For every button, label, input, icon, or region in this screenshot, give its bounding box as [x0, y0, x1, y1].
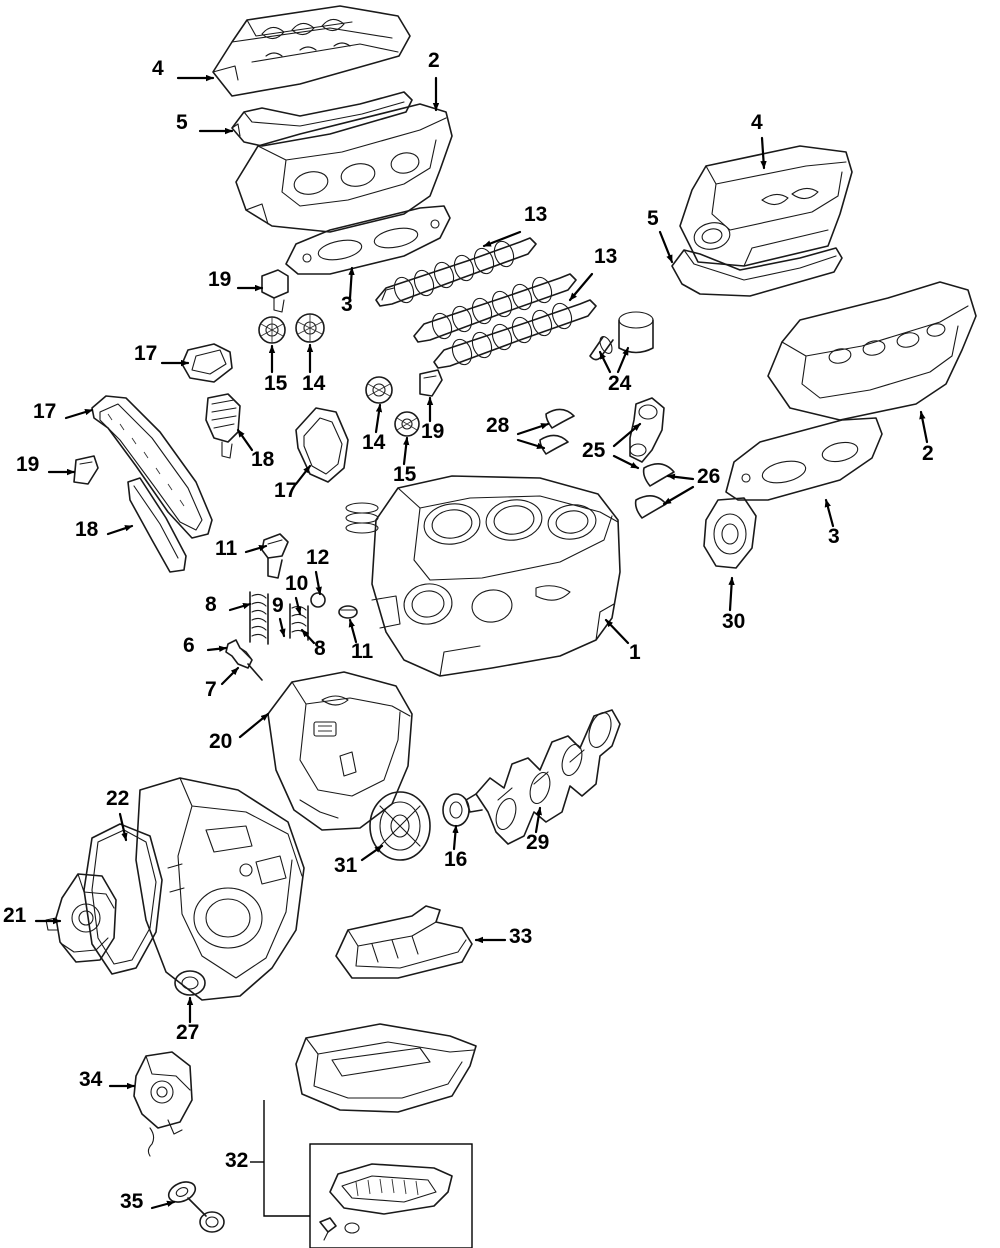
callout-6: 6 [183, 634, 195, 657]
part-33-oil-baffle-plate [336, 906, 472, 978]
part-32-group-box [250, 1100, 472, 1248]
callout-32: 32 [225, 1149, 249, 1172]
callout-17-chain: 17 [274, 479, 298, 502]
part-32-lower-oil-pan [320, 1164, 452, 1240]
part-31-crank-pulley [370, 792, 430, 860]
part-32-upper-oil-pan [296, 1024, 476, 1112]
callout-1: 1 [629, 641, 641, 664]
callout-3-right: 3 [828, 525, 840, 548]
part-21-oil-pump [46, 874, 116, 962]
part-22-cover-gasket [84, 824, 162, 974]
callout-4-left: 4 [152, 57, 164, 80]
callout-8-left: 8 [205, 593, 217, 616]
part-2-right-cylinder-head [768, 282, 976, 420]
callout-9: 9 [272, 594, 284, 617]
callout-19-upper: 19 [208, 268, 232, 291]
part-3-left-head-gasket [286, 206, 450, 274]
callout-21: 21 [3, 904, 27, 927]
callout-28: 28 [486, 414, 510, 437]
callout-27: 27 [176, 1021, 200, 1044]
callout-7: 7 [205, 678, 217, 701]
callout-17-top: 17 [134, 342, 158, 365]
part-14-15-sprockets-lower [366, 377, 419, 436]
part-14-15-sprockets-upper [259, 314, 324, 343]
callout-29: 29 [526, 831, 550, 854]
part-30-rear-seal-retainer [704, 498, 756, 568]
part-17-timing-chain-small [296, 408, 348, 482]
part-5-left-gasket [232, 92, 412, 146]
callout-15-lower: 15 [393, 463, 417, 486]
callout-12: 12 [306, 546, 330, 569]
part-29-crankshaft [466, 710, 620, 844]
callout-18-upper: 18 [251, 448, 275, 471]
part-3-right-head-gasket [726, 418, 882, 500]
callout-14-lower: 14 [362, 431, 386, 454]
callout-8-right: 8 [314, 637, 326, 660]
callout-2-left: 2 [428, 49, 440, 72]
callout-17-left: 17 [33, 400, 57, 423]
part-18-chain-guide-left [128, 478, 186, 572]
callout-10: 10 [285, 572, 309, 595]
callout-30: 30 [722, 610, 746, 633]
part-17-chain-guide-top [182, 344, 232, 382]
leader-lines [36, 78, 927, 1208]
callout-19-left: 19 [16, 453, 40, 476]
callout-35: 35 [120, 1190, 144, 1213]
callout-19-mid: 19 [421, 420, 445, 443]
callout-16: 16 [444, 848, 468, 871]
part-1-cylinder-block [372, 476, 620, 676]
callout-5-right: 5 [647, 207, 659, 230]
part-25-connecting-rod [630, 398, 664, 462]
part-34-rear-oil-seal-housing [134, 1052, 192, 1156]
callout-11-lower: 11 [351, 640, 374, 663]
callout-20: 20 [209, 730, 233, 753]
part-piston-rings [346, 503, 378, 533]
part-17-18-timing-chain-large [92, 396, 212, 538]
part-13-camshaft-middle [414, 274, 576, 342]
part-5-right-gasket [672, 248, 842, 296]
callout-13-upper: 13 [524, 203, 548, 226]
callout-34: 34 [79, 1068, 103, 1091]
part-26-rod-bearing [636, 464, 674, 518]
part-18-chain-tensioner [206, 394, 240, 458]
part-19-collar-mid [420, 370, 442, 396]
part-19-cam-sensor-upper [262, 270, 288, 312]
callout-18-left: 18 [75, 518, 99, 541]
part-9-10-12-small-springs [290, 593, 357, 640]
callout-2-right: 2 [922, 442, 934, 465]
part-28-main-bearings [540, 409, 574, 454]
callout-26: 26 [697, 465, 721, 488]
callout-24: 24 [608, 372, 632, 395]
callout-31: 31 [334, 854, 358, 877]
callout-11-upper: 11 [215, 537, 238, 560]
callout-33: 33 [509, 925, 533, 948]
callout-4-right: 4 [751, 111, 763, 134]
part-16-crank-seal [443, 794, 469, 826]
part-20-timing-chain-cover [268, 672, 412, 830]
callout-22: 22 [106, 787, 130, 810]
part-4-left-valve-cover [213, 6, 410, 96]
callout-25: 25 [582, 439, 606, 462]
part-13-camshaft-lower [434, 300, 596, 368]
callout-5-left: 5 [176, 111, 188, 134]
part-19-collar-left [74, 456, 98, 484]
callout-15-upper: 15 [264, 372, 288, 395]
callout-3-left: 3 [341, 293, 353, 316]
part-35-oil-pickup [166, 1178, 224, 1232]
part-8-valve-spring-left [250, 592, 268, 644]
part-4-right-valve-cover [680, 146, 852, 266]
callout-14-upper: 14 [302, 372, 326, 395]
callout-13-lower: 13 [594, 245, 618, 268]
